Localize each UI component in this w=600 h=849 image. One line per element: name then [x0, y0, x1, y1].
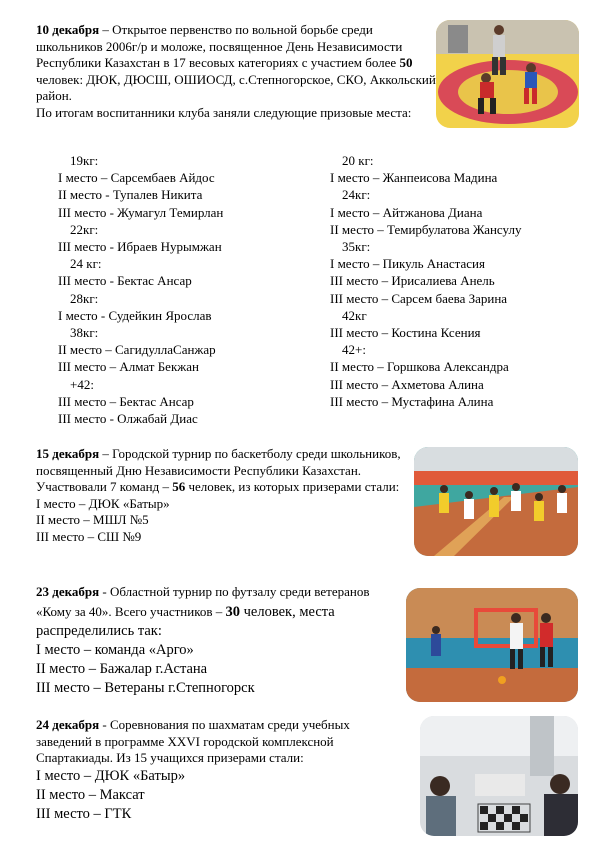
basketball-count: 56	[172, 479, 186, 494]
weight-category: 38кг:	[70, 325, 99, 341]
weight-category: 42кг	[342, 307, 367, 323]
result-line: III место – Мустафина Алина	[330, 393, 494, 409]
chess-photo	[420, 716, 578, 836]
wrestling-text-end: человек: ДЮК, ДЮСШ, ОШИОСД, с.Степногорское, СКО, Аккольский район.	[36, 71, 436, 103]
basketball-place-3: III место – СШ №9	[36, 528, 142, 544]
basketball-text: – Городской турнир по баскетболу среди школьников, посвященный Дню Независимости Республики Казахстан. Участвовали 7 команд –	[36, 446, 401, 494]
weight-category: 22кг:	[70, 221, 99, 237]
basketball-text-end: человек, из которых призерами стали:	[185, 479, 400, 494]
result-line: III место – Алмат Бекжан	[58, 359, 199, 375]
chess-place-2: II место – Максат	[36, 786, 145, 803]
futsal-place-3: III место – Ветераны г.Степногорск	[36, 680, 255, 696]
chess-paragraph	[36, 717, 408, 824]
wrestling-intro: По итогам воспитанники клуба заняли следующие призовые места:	[36, 104, 412, 120]
wrestling-text: – Открытое первенство по вольной борьбе среди школьников 2006г/р и моложе, посвященное День Независимости Республики Казахстан в 17 весовых категориях с участием более	[36, 22, 403, 70]
weight-category: 20 кг:	[342, 153, 374, 168]
result-line: I место – Айтжанова Диана	[330, 204, 483, 220]
result-line: III место - Ибраев Нурымжан	[58, 239, 222, 255]
basketball-paragraph	[36, 446, 408, 545]
futsal-place-1: I место – команда «Арго»	[36, 642, 194, 658]
result-line: I место - Судейкин Ярослав	[58, 307, 212, 323]
result-line: III место – Костина Ксения	[330, 325, 481, 341]
chess-text: - Соревнования по шахматам среди учебных заведений в программе XXVI городской комплексной Спартакиады. Из 15 учащихся призерами стали:	[36, 717, 350, 765]
result-line: III место – Бектас Ансар	[58, 393, 194, 409]
futsal-place-2: II место – Бажалар г.Астана	[36, 661, 208, 677]
weight-category: 35кг:	[342, 239, 371, 255]
result-line: II место – Горшкова Александра	[330, 359, 509, 375]
results-left-column	[36, 152, 296, 427]
weight-category: +42:	[70, 376, 94, 392]
result-line: III место – Ирисалиева Анель	[330, 273, 495, 289]
futsal-text: - Областной турнир по футзалу среди ветеранов «Кому за 40». Всего участников –	[36, 584, 370, 619]
wrestling-photo	[436, 20, 579, 128]
futsal-count: 30	[225, 604, 241, 620]
result-line: II место – СагидуллаСанжар	[58, 342, 216, 358]
weight-category: 24кг:	[342, 187, 371, 203]
result-line: I место – Сарсембаев Айдос	[58, 170, 215, 186]
result-line: III место - Бектас Ансар	[58, 273, 192, 289]
result-line: III место – Сарсем баева Зарина	[330, 290, 508, 306]
futsal-date: 23 декабря	[36, 584, 100, 599]
result-line: I место – Пикуль Анастасия	[330, 256, 485, 272]
basketball-photo	[414, 447, 578, 556]
chess-place-1: I место – ДЮК «Батыр»	[36, 767, 186, 784]
wrestling-paragraph	[36, 22, 436, 121]
wrestling-count: 50	[399, 55, 413, 70]
result-line: III место – Ахметова Алина	[330, 376, 484, 392]
weight-category: 28кг:	[70, 290, 99, 306]
result-line: III место - Олжабай Диас	[58, 411, 198, 427]
futsal-text-end: человек, места распределились так:	[36, 604, 335, 639]
results-right-column	[308, 152, 568, 410]
weight-category: 24 кг:	[70, 256, 102, 272]
result-line: II место – Темирбулатова Жансулу	[330, 221, 522, 237]
result-line: I место – Жанпеисова Мадина	[330, 170, 498, 186]
futsal-photo	[406, 588, 578, 702]
weight-category: 19кг:	[70, 153, 99, 168]
chess-place-3: III место – ГТК	[36, 805, 132, 822]
weight-category: 42+:	[342, 342, 366, 358]
chess-date: 24 декабря	[36, 717, 100, 732]
futsal-paragraph	[36, 582, 401, 698]
basketball-place-1: I место – ДЮК «Батыр»	[36, 495, 170, 511]
result-line: III место - Жумагул Темирлан	[58, 204, 224, 220]
wrestling-date: 10 декабря	[36, 22, 100, 37]
basketball-place-2: II место – МШЛ №5	[36, 512, 149, 527]
result-line: II место - Тупалев Никита	[58, 187, 203, 203]
basketball-date: 15 декабря	[36, 446, 100, 461]
